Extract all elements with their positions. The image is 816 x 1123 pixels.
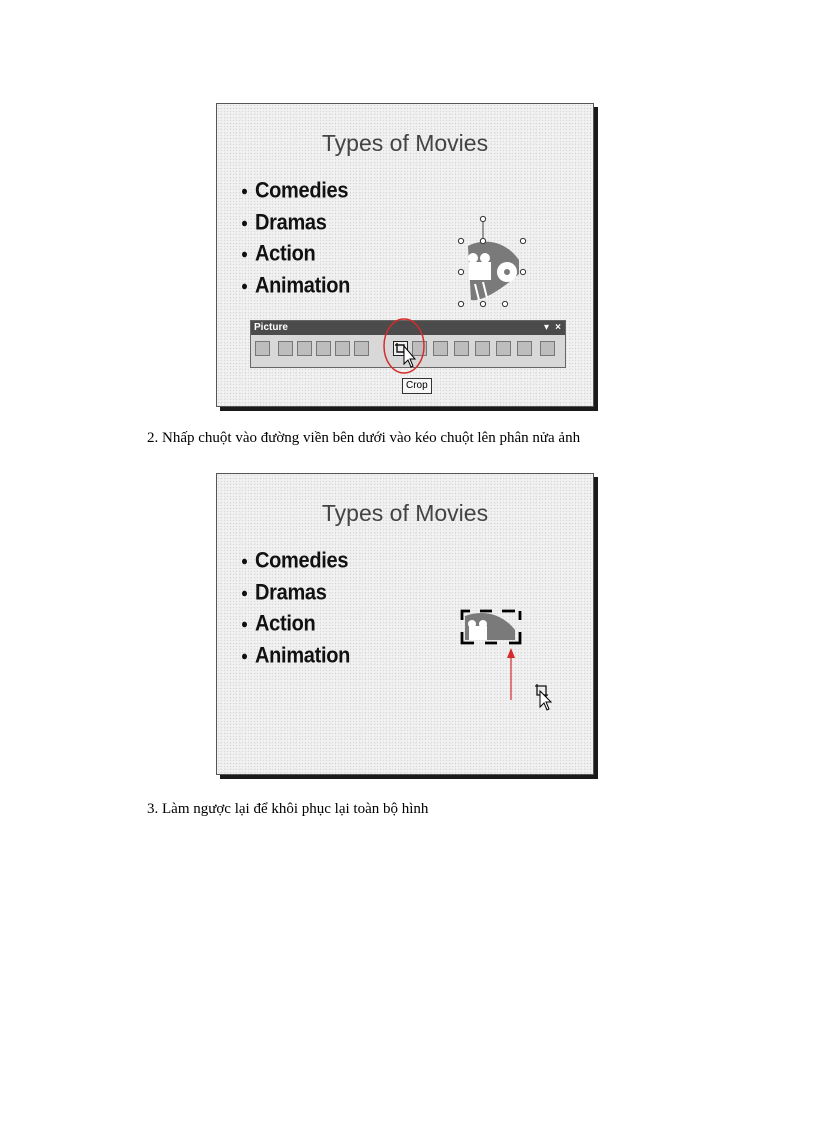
sizing-handle [458, 301, 463, 306]
sizing-handle [520, 238, 525, 243]
bullet-item: Animation [241, 269, 350, 304]
camera-body [469, 262, 491, 280]
crop-highlight-annotation [380, 316, 428, 378]
bullet-list [241, 546, 350, 672]
set-transparent-color-icon[interactable] [517, 341, 532, 356]
sizing-handle [480, 238, 485, 243]
sizing-handle [480, 301, 485, 306]
reset-picture-icon[interactable] [540, 341, 555, 356]
toolbar-close-icon[interactable]: × [555, 322, 561, 333]
crop-cursor-icon [533, 682, 553, 712]
sizing-handle [520, 269, 525, 274]
sizing-handle [502, 301, 507, 306]
sizing-handle [458, 238, 463, 243]
bullet-list [241, 176, 350, 302]
movie-clipart-cropped[interactable] [457, 606, 527, 716]
more-contrast-icon[interactable] [297, 341, 312, 356]
line-style-icon[interactable] [433, 341, 448, 356]
drag-arrow-head-icon [507, 648, 515, 658]
toolbar-options-icon[interactable]: ▾ [543, 322, 549, 333]
slide-title: Types of Movies [321, 500, 489, 526]
sizing-handle [458, 269, 463, 274]
bullet-item: Animation [241, 639, 350, 674]
slide-screenshot-2 [216, 473, 594, 775]
camera-body [469, 626, 487, 640]
less-contrast-icon[interactable] [316, 341, 331, 356]
camera-reel [479, 620, 487, 628]
step-3-text: 3. Làm ngược lại để khôi phục lại toàn bộ hình [147, 801, 429, 817]
mouse-pointer-icon [404, 346, 415, 367]
bullet-item: Comedies [241, 174, 350, 209]
bullet-item: Action [241, 237, 350, 272]
toolbar-title: Picture [254, 322, 288, 333]
camera-reel [468, 620, 476, 628]
movie-clipart-selected[interactable] [453, 214, 529, 314]
bullet-item: Dramas [241, 206, 350, 241]
color-icon[interactable] [278, 341, 293, 356]
recolor-icon[interactable] [475, 341, 490, 356]
step-2-text: 2. Nhấp chuột vào đường viền bên dưới vào kéo chuột lên phân nửa ảnh [147, 430, 581, 446]
camera-reel [468, 253, 478, 263]
crop-tooltip: Crop [402, 378, 432, 394]
less-brightness-icon[interactable] [354, 341, 369, 356]
slide-title: Types of Movies [321, 130, 489, 156]
rotate-handle [480, 216, 485, 221]
camera-reel [480, 253, 490, 263]
more-brightness-icon[interactable] [335, 341, 350, 356]
format-picture-icon[interactable] [496, 341, 511, 356]
bullet-item: Comedies [241, 544, 350, 579]
bullet-item: Dramas [241, 576, 350, 611]
compress-pictures-icon[interactable] [454, 341, 469, 356]
bullet-item: Action [241, 607, 350, 642]
insert-picture-icon[interactable] [255, 341, 270, 356]
slide-screenshot-1 [216, 103, 594, 407]
